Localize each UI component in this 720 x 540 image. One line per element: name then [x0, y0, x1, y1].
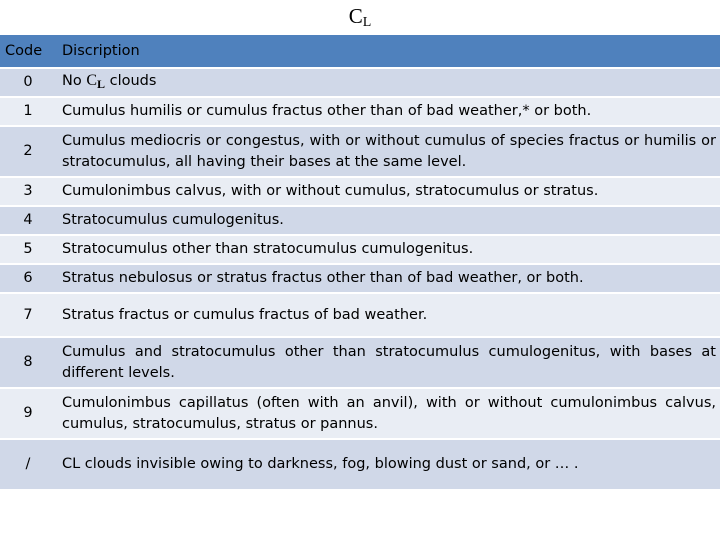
- row-description: Cumulus mediocris or congestus, with or without cumulus of species fractus or humilis or stratocumulus, all having their bases at the same level.: [56, 126, 720, 177]
- row-description: Stratocumulus cumulogenitus.: [56, 206, 720, 235]
- table-row: [0, 97, 720, 126]
- row-description: Cumulus and stratocumulus other than stratocumulus cumulogenitus, with bases at different levels.: [56, 337, 720, 388]
- row-code: 1: [0, 97, 56, 126]
- row-desc-prefix: No: [62, 73, 87, 89]
- row-desc-suffix: clouds: [105, 73, 157, 89]
- row-code: 0: [0, 68, 56, 97]
- row-code: /: [0, 439, 56, 490]
- title-subscript: L: [362, 15, 372, 30]
- table-row: [0, 235, 720, 264]
- page-title: [0, 4, 720, 31]
- row-code: 4: [0, 206, 56, 235]
- row-description: Stratus nebulosus or stratus fractus other than of bad weather, or both.: [56, 264, 720, 293]
- table-row: [0, 388, 720, 439]
- row-code: 7: [0, 293, 56, 337]
- table-row: [0, 264, 720, 293]
- row-code: 2: [0, 126, 56, 177]
- row-code: 9: [0, 388, 56, 439]
- row-description: Cumulonimbus capillatus (often with an anvil), with or without cumulonimbus calvus, cumulus, stratocumulus, stratus or pannus.: [56, 388, 720, 439]
- row-description: Cumulus humilis or cumulus fractus other than of bad weather,* or both.: [56, 97, 720, 126]
- row-description: CL clouds invisible owing to darkness, fog, blowing dust or sand, or … .: [56, 439, 720, 490]
- row-description: Cumulonimbus calvus, with or without cumulus, stratocumulus or stratus.: [56, 177, 720, 206]
- row-description: Stratocumulus other than stratocumulus cumulogenitus.: [56, 235, 720, 264]
- row-code: 6: [0, 264, 56, 293]
- row-code: 8: [0, 337, 56, 388]
- cl-subscript: L: [97, 77, 106, 91]
- table-row: [0, 439, 720, 490]
- row-description: Stratus fractus or cumulus fractus of bad weather.: [56, 293, 720, 337]
- table-row: [0, 293, 720, 337]
- row-description: [56, 68, 720, 97]
- header-description: Discription: [56, 35, 720, 68]
- cl-letter: C: [86, 72, 97, 89]
- cloud-code-table: [0, 35, 720, 491]
- table-header-row: [0, 35, 720, 68]
- table-row: [0, 126, 720, 177]
- table-row: [0, 177, 720, 206]
- table-row: [0, 68, 720, 97]
- cl-symbol: [86, 72, 105, 89]
- row-code: 3: [0, 177, 56, 206]
- header-code: Code: [0, 35, 56, 68]
- row-code: 5: [0, 235, 56, 264]
- title-main: C: [348, 4, 363, 28]
- table-row: [0, 206, 720, 235]
- table-row: [0, 337, 720, 388]
